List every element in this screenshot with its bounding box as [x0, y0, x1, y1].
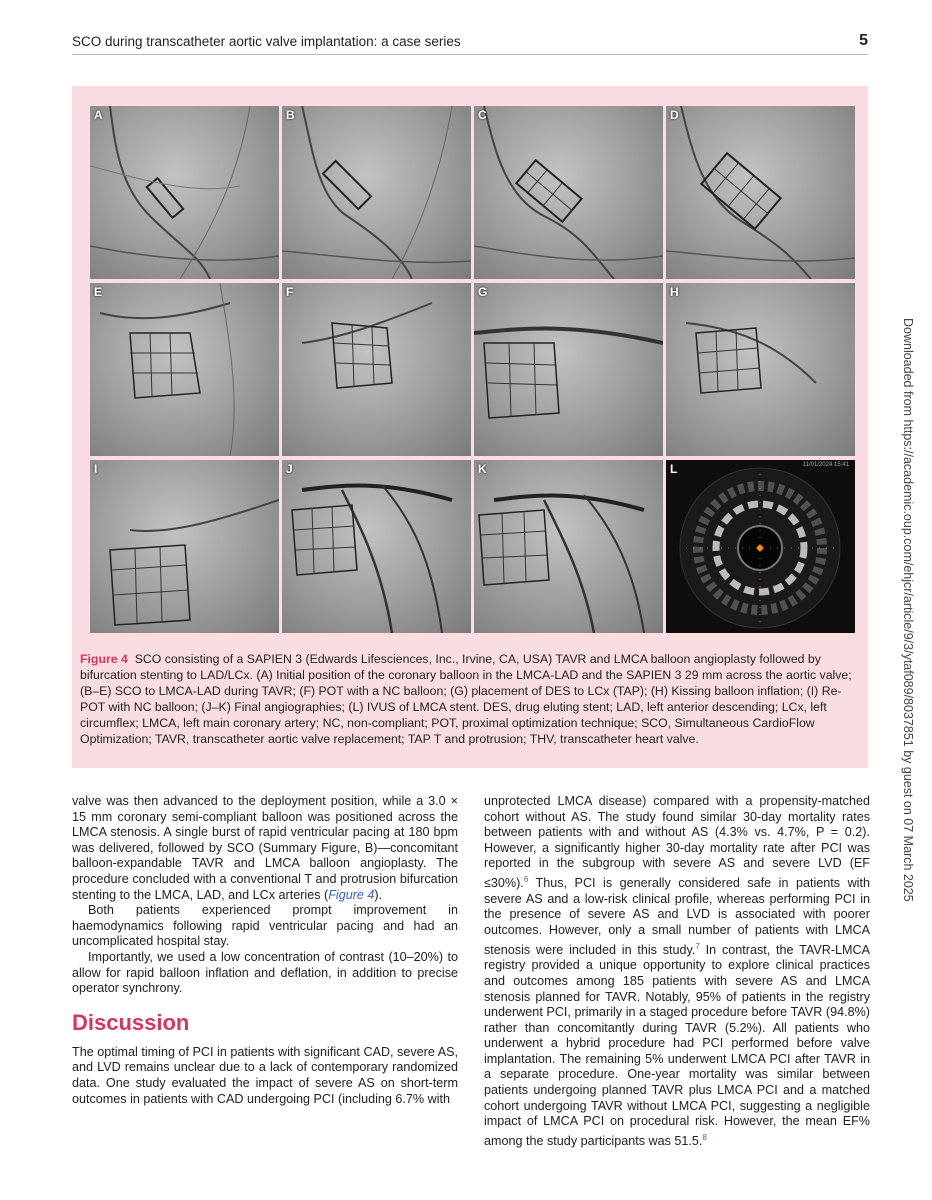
- angiogram-image-b: [282, 106, 471, 279]
- discussion-heading: Discussion: [72, 1009, 190, 1035]
- angiogram-image-f: [282, 283, 471, 456]
- panel-label: E: [94, 285, 103, 299]
- panel-label: A: [94, 108, 103, 122]
- left-column: [72, 794, 458, 1107]
- right-column: [484, 794, 870, 1150]
- paragraph-discussion: The optimal timing of PCI in patients with significant CAD, severe AS, and LVD remains unclear due to a lack of contemporary randomized data. One study evaluated the impact of severe AS on short-term outcomes in patients with CAD undergoing PCI (including 6.7% with: [72, 1044, 458, 1106]
- panel-c: [474, 106, 663, 279]
- panel-label: H: [670, 285, 679, 299]
- figure-caption: [80, 652, 856, 747]
- figure-4: [72, 86, 868, 768]
- panel-f: [282, 283, 471, 456]
- panel-label: G: [478, 285, 488, 299]
- paragraph-lmca-registry: [484, 794, 870, 1150]
- figure-4-link[interactable]: Figure 4: [328, 887, 375, 902]
- angiogram-image-e: [90, 283, 279, 456]
- reference-7-link[interactable]: 7: [695, 941, 700, 951]
- paragraph-text: ).: [374, 887, 383, 902]
- panel-d: [666, 106, 855, 279]
- panel-label: C: [478, 108, 487, 122]
- figure-caption-text: SCO consisting of a SAPIEN 3 (Edwards Lifesciences, Inc., Irvine, CA, USA) TAVR and LMCA balloon angioplasty followed by bifurcation stenting to LAD/LCx. (A) Initial position of the coronary balloon in the LMCA-LAD and the SAPIEN 3 29 mm across the aortic valve; (B–E) SCO to LMCA-LAD during TAVR; (F) POT with a NC balloon; (G) placement of DES to LCx (TAP); (H) Kissing balloon inflation; (I) Re-POT with NC balloon; (J–K) Final angiographies; (L) IVUS of LMCA stent. DES, drug eluting stent; LAD, left anterior descending; LCx, left circumflex; LMCA, left main coronary artery; NC, non-compliant; POT, proximal optimization technique; SCO, Simultaneous CardioFlow Optimization; TAVR, transcatheter aortic valve replacement; TAP T and protrusion; THV, transcatheter heart valve.: [80, 652, 852, 746]
- panel-a: [90, 106, 279, 279]
- panel-label: B: [286, 108, 295, 122]
- panel-label: L: [670, 462, 678, 476]
- panel-label: F: [286, 285, 294, 299]
- panel-label: K: [478, 462, 487, 476]
- ivus-image: [666, 460, 855, 633]
- running-header: [72, 32, 868, 55]
- angiogram-image-h: [666, 283, 855, 456]
- panel-label: J: [286, 462, 293, 476]
- angiogram-image-d: [666, 106, 855, 279]
- page-number: 5: [859, 32, 868, 49]
- figure-caption-label: Figure 4: [80, 652, 128, 666]
- panel-i: [90, 460, 279, 633]
- panel-b: [282, 106, 471, 279]
- angiogram-image-j: [282, 460, 471, 633]
- panel-k: [474, 460, 663, 633]
- paragraph-haemodynamics: Both patients experienced prompt improvement in haemodynamics following rapid ventricular pacing and had an uncomplicated hospital stay.: [72, 903, 458, 949]
- running-title: SCO during transcatheter aortic valve implantation: a case series: [72, 34, 461, 49]
- panel-e: [90, 283, 279, 456]
- ivus-timestamp: 11/01/2024 15:41: [802, 462, 849, 468]
- figure-panel-grid: [90, 106, 856, 634]
- paragraph-text: Thus, PCI is generally considered safe in patients with severe AS and a low-risk clinical profile, whereas performing PCI in the presence of severe AS and LVD is associated with poorer outcomes. However, only a small number of patients with LMCA stenosis were included in this study.: [484, 876, 870, 957]
- panel-j: [282, 460, 471, 633]
- paragraph-text: In contrast, the TAVR-LMCA registry provided a unique opportunity to explore clinical practices and outcomes among 185 patients with severe AS and LMCA stenosis planned for TAVR. Notably, 95% of patients in the registry underwent PCI, primarily in a staged procedure before TAVR (94.8%) rather than concomitantly during TAVR (5.2%). All patients who underwent a hybrid procedure had PCI performed before valve implantation. The remaining 5% underwent LMCA PCI after TAVR in a separate procedure. One-year mortality was similar between patients undergoing planned TAVR plus LMCA PCI and a matched cohort undergoing TAVR without LMCA PCI, suggesting a negligible impact of LMCA PCI on procedural risk. However, the mean EF% among the study participants was 51.5.: [484, 942, 871, 1149]
- download-watermark-text: Downloaded from https://academic.oup.com/ehjcr/article/9/3/ytaf089/8037851 by guest on 07 March 2025: [901, 318, 915, 902]
- reference-8-link[interactable]: 8: [702, 1132, 707, 1142]
- angiogram-image-a: [90, 106, 279, 279]
- angiogram-image-g: [474, 283, 663, 456]
- paragraph-text: valve was then advanced to the deployment position, while a 3.0 × 15 mm coronary semi-compliant balloon was positioned across the LMCA stenosis. A single burst of rapid ventricular pacing at 180 bpm was delivered, followed by SCO (Summary Figure, B)—concomitant balloon-expandable TAVR and LMCA balloon angioplasty. The procedure concluded with a conventional T and protrusion bifurcation stenting to the LMCA, LAD, and LCx arteries (: [72, 794, 458, 902]
- panel-g: [474, 283, 663, 456]
- panel-label: D: [670, 108, 679, 122]
- reference-6-link[interactable]: 6: [523, 874, 529, 884]
- panel-l: [666, 460, 855, 633]
- angiogram-image-c: [474, 106, 663, 279]
- paragraph-text: unprotected LMCA disease) compared with a propensity-matched cohort without AS. The study found similar 30-day mortality rates between patients with and without AS (4.3% vs. 4.7%, P = 0.2). However, a significantly higher 30-day mortality rate after PCI was reported in the subgroup with severe AS and severe LVD (EF ≤30%).: [484, 794, 870, 891]
- angiogram-image-k: [474, 460, 663, 633]
- download-watermark: [898, 318, 918, 904]
- paragraph-valve-advanced: [72, 794, 458, 903]
- panel-label: I: [94, 462, 98, 476]
- panel-h: [666, 283, 855, 456]
- paragraph-contrast: Importantly, we used a low concentration of contrast (10–20%) to allow for rapid balloon inflation and deflation, in addition to precise operator synchrony.: [72, 949, 458, 996]
- angiogram-image-i: [90, 460, 279, 633]
